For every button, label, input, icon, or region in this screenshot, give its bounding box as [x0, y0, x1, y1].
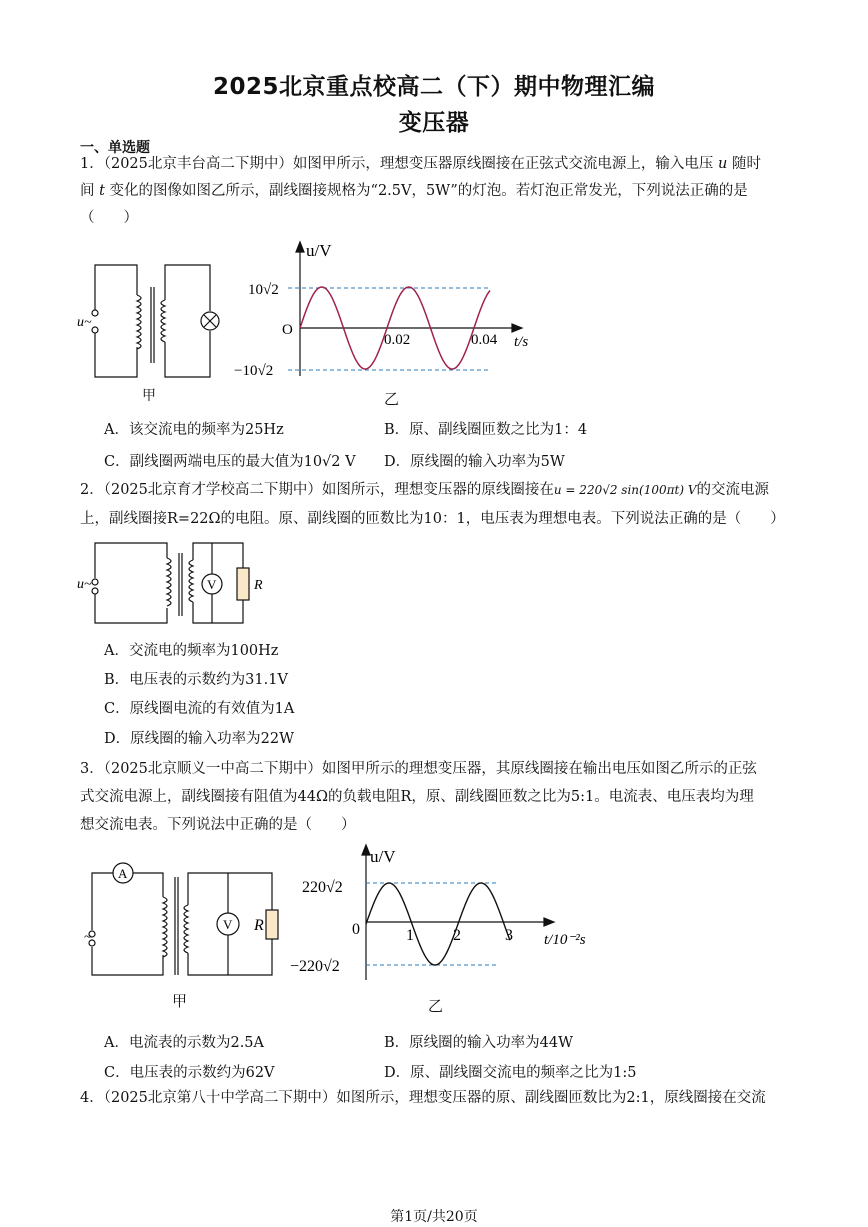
q3-source-label: ~ [84, 930, 92, 945]
q3-option-c[interactable]: C．电压表的示数约为62V [104, 1065, 275, 1081]
q3-graph-x2: 2 [453, 927, 461, 944]
q2-resistor-label: R [254, 578, 263, 593]
question-3-text-line3: 想交流电表。下列说法中正确的是（ ） [80, 817, 356, 833]
q2-source-label: u~ [77, 577, 92, 592]
q1-fig-right-label: 乙 [384, 390, 400, 408]
q3-graph-ylabel: u/V [370, 847, 396, 866]
q1-option-c[interactable]: C．副线圈两端电压的最大值为10√2 V [104, 454, 356, 470]
q3-voltage-graph [290, 840, 610, 990]
q1-source-label: u~ [77, 315, 92, 330]
question-1-text-line2: 间 t 变化的图像如图乙所示，副线圈接规格为“2.5V，5W”的灯泡。若灯泡正常发光，下列说法正确的是 [80, 183, 748, 199]
q1-option-d[interactable]: D．原线圈的输入功率为5W [384, 454, 565, 470]
section-heading: 一、单选题 [80, 140, 150, 156]
q1-graph-ylabel: u/V [306, 241, 332, 260]
q1-fig-left-label: 甲 [142, 388, 156, 404]
question-1-text: 1．（2025北京丰台高二下期中）如图甲所示，理想变压器原线圈接在正弦式交流电源上，输入电压 u 随时 [80, 156, 761, 172]
page-footer: 第1页/共20页 [390, 1209, 478, 1225]
q3-fig-right-label: 乙 [428, 997, 444, 1015]
q1-graph-origin: O [282, 322, 293, 338]
q3-graph-xlabel: t/10⁻²s [544, 932, 586, 948]
q3-graph-tmax: 220√2 [302, 879, 343, 896]
q3-graph-origin: 0 [352, 921, 360, 938]
q2-option-a[interactable]: A．交流电的频率为100Hz [104, 643, 279, 659]
q3-graph-tmin: −220√2 [290, 958, 340, 975]
q1-graph-xlabel: t/s [514, 334, 529, 350]
q3-graph-x1: 1 [406, 927, 414, 944]
q3-sine-curve [366, 883, 510, 965]
q3-circuit-figure [75, 855, 290, 985]
page-title: 2025北京重点校高二（下）期中物理汇编 [212, 74, 655, 100]
question-3-text: 3．（2025北京顺义一中高二下期中）如图甲所示的理想变压器，其原线圈接在输出电压如图乙所示的正弦 [80, 761, 757, 777]
q1-voltage-graph [228, 238, 538, 388]
question-3-text-line2: 式交流电源上，副线圈接有阻值为44Ω的负载电阻R，原、副线圈匝数之比为5:1。电流表、电压表均为理 [80, 789, 754, 805]
q1-graph-x2: 0.04 [471, 332, 498, 348]
q2-option-b[interactable]: B．电压表的示数约为31.1V [104, 672, 288, 688]
q2-option-d[interactable]: D．原线圈的输入功率为22W [104, 731, 294, 747]
page-subtitle: 变压器 [398, 110, 470, 136]
q2-voltmeter-label: V [207, 577, 217, 592]
q3-option-d[interactable]: D．原、副线圈交流电的频率之比为1:5 [384, 1065, 637, 1081]
q3-ammeter-label: A [118, 866, 128, 881]
question-4-text: 4．（2025北京第八十中学高二下期中）如图所示，理想变压器的原、副线圈匝数比为2:1，原线圈接在交流 [80, 1090, 766, 1106]
q3-graph-x3: 3 [505, 927, 513, 944]
q3-option-a[interactable]: A．电流表的示数为2.5A [104, 1035, 265, 1051]
question-2-text: 2．（2025北京育才学校高二下期中）如图所示，理想变压器的原线圈接在u = 220√2 sin(100πt) V的交流电源 [80, 482, 769, 498]
q3-option-b[interactable]: B．原线圈的输入功率为44W [384, 1035, 574, 1051]
q1-graph-x1: 0.02 [384, 332, 411, 348]
q3-resistor-label: R [254, 917, 264, 934]
q1-option-b[interactable]: B．原、副线圈匝数之比为1：4 [384, 422, 588, 438]
q1-graph-tmax: 10√2 [248, 282, 279, 298]
q2-option-c[interactable]: C．原线圈电流的有效值为1A [104, 701, 295, 717]
q2-circuit-figure [75, 538, 275, 628]
q1-graph-tmin: −10√2 [234, 363, 274, 379]
q1-option-a[interactable]: A．该交流电的频率为25Hz [104, 422, 284, 438]
q1-circuit-figure [75, 255, 235, 390]
question-1-paren: （ ） [80, 210, 138, 226]
q3-fig-left-label: 甲 [172, 992, 188, 1010]
q3-voltmeter-label: V [223, 917, 233, 932]
question-2-text-line2: 上，副线圈接R=22Ω的电阻。原、副线圈的匝数比为10：1，电压表为理想电表。下列说法正确的是（ ） [80, 511, 785, 527]
